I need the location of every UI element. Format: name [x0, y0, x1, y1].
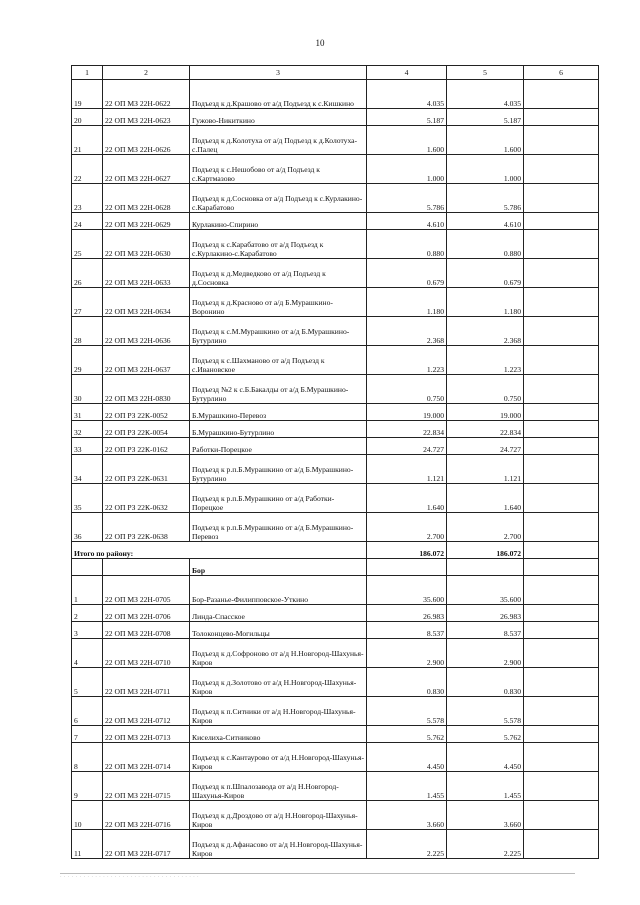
extra-value [524, 484, 599, 513]
extra-value [524, 421, 599, 438]
extra-value [524, 830, 599, 859]
row-number: 6 [72, 697, 103, 726]
table-row [72, 513, 599, 542]
row-number: 24 [72, 213, 103, 230]
length-regional: 2.225 [447, 830, 524, 859]
extra-value [524, 622, 599, 639]
table-row [72, 438, 599, 455]
extra-value [524, 346, 599, 375]
length-total: 4.035 [367, 80, 447, 109]
road-name: Линда-Спасское [190, 605, 367, 622]
table-row [72, 484, 599, 513]
section-empty-cell [367, 559, 447, 576]
length-total: 1.640 [367, 484, 447, 513]
length-regional: 1.121 [447, 455, 524, 484]
subtotal-total: 186.072 [367, 542, 447, 559]
length-total: 5.187 [367, 109, 447, 126]
row-number: 21 [72, 126, 103, 155]
extra-value [524, 513, 599, 542]
table-row [72, 317, 599, 346]
row-number: 4 [72, 639, 103, 668]
road-name: Подъезд к д.Колотуха от а/д Подъезд к д.Колотуха-с.Палец [190, 126, 367, 155]
table-row [72, 288, 599, 317]
length-regional: 1.180 [447, 288, 524, 317]
header-cell: 4 [367, 66, 447, 80]
extra-value [524, 743, 599, 772]
table-row [72, 213, 599, 230]
length-regional: 5.762 [447, 726, 524, 743]
row-number: 9 [72, 772, 103, 801]
length-regional: 4.035 [447, 80, 524, 109]
extra-value [524, 230, 599, 259]
table-row [72, 830, 599, 859]
extra-value [524, 259, 599, 288]
subtotal-label: Итого по району: [72, 542, 367, 559]
table-row [72, 126, 599, 155]
section-title: Бор [190, 559, 367, 576]
extra-value [524, 697, 599, 726]
table-row [72, 230, 599, 259]
section-empty-cell [447, 559, 524, 576]
road-name: Бор-Разанье-Филипповское-Уткино [190, 576, 367, 605]
extra-value [524, 455, 599, 484]
extra-value [524, 375, 599, 404]
table-row [72, 605, 599, 622]
extra-value [524, 668, 599, 697]
length-total: 1.455 [367, 772, 447, 801]
table-row [72, 259, 599, 288]
road-code: 22 ОП МЗ 22Н-0633 [103, 259, 190, 288]
length-total: 4.610 [367, 213, 447, 230]
footer-rule [60, 873, 575, 874]
length-total: 1.000 [367, 155, 447, 184]
row-number: 35 [72, 484, 103, 513]
extra-value [524, 155, 599, 184]
footer-faint-print: · · · · · · · · · · · · · · · · · · · · · · · · · · · · · · · · · · · · [60, 875, 200, 880]
road-code: 22 ОП МЗ 22Н-0706 [103, 605, 190, 622]
road-code: 22 ОП МЗ 22Н-0714 [103, 743, 190, 772]
road-code: 22 ОП МЗ 22Н-0710 [103, 639, 190, 668]
road-name: Подъезд к д.Красново от а/д Б.Мурашкино-Воронино [190, 288, 367, 317]
road-code: 22 ОП РЗ 22К-0638 [103, 513, 190, 542]
header-cell: 2 [103, 66, 190, 80]
road-name: Подъезд к р.п.Б.Мурашкино от а/д Работки-Порецкое [190, 484, 367, 513]
length-total: 0.679 [367, 259, 447, 288]
length-total: 2.700 [367, 513, 447, 542]
road-code: 22 ОП МЗ 22Н-0628 [103, 184, 190, 213]
length-total: 35.600 [367, 576, 447, 605]
extra-value [524, 109, 599, 126]
table-row [72, 622, 599, 639]
row-number: 30 [72, 375, 103, 404]
table-row [72, 421, 599, 438]
header-row [72, 66, 599, 80]
length-regional: 35.600 [447, 576, 524, 605]
length-total: 1.180 [367, 288, 447, 317]
road-name: Подъезд к д.Софроново от а/д Н.Новгород-Шахунья-Киров [190, 639, 367, 668]
table-row [72, 801, 599, 830]
table-row [72, 375, 599, 404]
roads-table [71, 65, 599, 859]
road-name: Подъезд к с.Кантаурово от а/д Н.Новгород-Шахунья-Киров [190, 743, 367, 772]
row-number: 33 [72, 438, 103, 455]
row-number: 36 [72, 513, 103, 542]
length-regional: 26.983 [447, 605, 524, 622]
road-name: Курлакино-Спирино [190, 213, 367, 230]
road-code: 22 ОП МЗ 22Н-0713 [103, 726, 190, 743]
road-name: Толоконцево-Могильцы [190, 622, 367, 639]
road-name: Подъезд к с.М.Мурашкино от а/д Б.Мурашкино-Бутурлино [190, 317, 367, 346]
road-code: 22 ОП МЗ 22Н-0627 [103, 155, 190, 184]
table-row [72, 772, 599, 801]
road-name: Подъезд к с.Карабатово от а/д Подъезд к с.Курлакино-с.Карабатово [190, 230, 367, 259]
road-name: Подъезд к д.Дроздово от а/д Н.Новгород-Шахунья-Киров [190, 801, 367, 830]
row-number: 23 [72, 184, 103, 213]
length-total: 22.834 [367, 421, 447, 438]
extra-value [524, 184, 599, 213]
table-row [72, 346, 599, 375]
road-name: Подъезд к д.Золотово от а/д Н.Новгород-Шахунья-Киров [190, 668, 367, 697]
length-regional: 19.000 [447, 404, 524, 421]
table-row [72, 743, 599, 772]
road-code: 22 ОП МЗ 22Н-0630 [103, 230, 190, 259]
length-regional: 0.830 [447, 668, 524, 697]
row-number: 1 [72, 576, 103, 605]
road-code: 22 ОП РЗ 22К-0631 [103, 455, 190, 484]
extra-value [524, 801, 599, 830]
road-name: Подъезд к с.Нешобово от а/д Подъезд к с.Картмазово [190, 155, 367, 184]
road-name: Подъезд №2 к с.Б.Бакалды от а/д Б.Мурашкино-Бутурлино [190, 375, 367, 404]
length-total: 19.000 [367, 404, 447, 421]
row-number: 8 [72, 743, 103, 772]
extra-value [524, 772, 599, 801]
road-code: 22 ОП МЗ 22Н-0705 [103, 576, 190, 605]
length-regional: 22.834 [447, 421, 524, 438]
table-row [72, 109, 599, 126]
road-name: Подъезд к р.п.Б.Мурашкино от а/д Б.Мурашкино-Перевоз [190, 513, 367, 542]
section-empty-cell [524, 559, 599, 576]
length-regional: 24.727 [447, 438, 524, 455]
length-regional: 5.187 [447, 109, 524, 126]
row-number: 26 [72, 259, 103, 288]
table-row [72, 155, 599, 184]
row-number: 10 [72, 801, 103, 830]
row-number: 29 [72, 346, 103, 375]
length-total: 8.537 [367, 622, 447, 639]
road-name: Киселиха-Ситниково [190, 726, 367, 743]
extra-value [524, 317, 599, 346]
road-code: 22 ОП МЗ 22Н-0636 [103, 317, 190, 346]
row-number: 19 [72, 80, 103, 109]
length-total: 5.762 [367, 726, 447, 743]
header-cell: 3 [190, 66, 367, 80]
subtotal-regional: 186.072 [447, 542, 524, 559]
table-row [72, 697, 599, 726]
road-code: 22 ОП РЗ 22К-0162 [103, 438, 190, 455]
length-regional: 0.750 [447, 375, 524, 404]
length-regional: 2.700 [447, 513, 524, 542]
length-regional: 1.455 [447, 772, 524, 801]
page-number: 10 [315, 38, 325, 48]
extra-value [524, 126, 599, 155]
road-name: Подъезд к с.Шахманово от а/д Подъезд к с.Ивановское [190, 346, 367, 375]
header-cell: 6 [524, 66, 599, 80]
road-code: 22 ОП МЗ 22Н-0708 [103, 622, 190, 639]
road-code: 22 ОП МЗ 22Н-0626 [103, 126, 190, 155]
road-code: 22 ОП РЗ 22К-0054 [103, 421, 190, 438]
table-row [72, 668, 599, 697]
length-total: 2.900 [367, 639, 447, 668]
road-code: 22 ОП МЗ 22Н-0623 [103, 109, 190, 126]
road-code: 22 ОП МЗ 22Н-0712 [103, 697, 190, 726]
length-total: 1.600 [367, 126, 447, 155]
road-code: 22 ОП МЗ 22Н-0634 [103, 288, 190, 317]
table-row [72, 726, 599, 743]
length-regional: 1.600 [447, 126, 524, 155]
road-name: Подъезд к п.Ситники от а/д Н.Новгород-Шахунья-Киров [190, 697, 367, 726]
length-regional: 1.640 [447, 484, 524, 513]
row-number: 34 [72, 455, 103, 484]
length-regional: 5.578 [447, 697, 524, 726]
row-number: 28 [72, 317, 103, 346]
extra-value [524, 404, 599, 421]
table-row [72, 639, 599, 668]
road-name: Подъезд к д.Сосновка от а/д Подъезд к с.Курлакино-с.Карабатово [190, 184, 367, 213]
extra-value [524, 605, 599, 622]
table-row [72, 404, 599, 421]
extra-value [524, 213, 599, 230]
extra-value [524, 639, 599, 668]
road-name: Подъезд к д.Крашово от а/д Подъезд к с.Кишкино [190, 80, 367, 109]
length-total: 24.727 [367, 438, 447, 455]
road-code: 22 ОП МЗ 22Н-0629 [103, 213, 190, 230]
road-name: Б.Мурашкино-Бутурлино [190, 421, 367, 438]
road-code: 22 ОП МЗ 22Н-0715 [103, 772, 190, 801]
length-regional: 3.660 [447, 801, 524, 830]
row-number: 2 [72, 605, 103, 622]
subtotal-extra [524, 542, 599, 559]
length-total: 5.578 [367, 697, 447, 726]
header-cell: 1 [72, 66, 103, 80]
row-number: 7 [72, 726, 103, 743]
road-name: Работки-Порецкое [190, 438, 367, 455]
road-code: 22 ОП МЗ 22Н-0637 [103, 346, 190, 375]
length-total: 0.830 [367, 668, 447, 697]
length-regional: 1.223 [447, 346, 524, 375]
road-code: 22 ОП МЗ 22Н-0717 [103, 830, 190, 859]
length-total: 2.368 [367, 317, 447, 346]
row-number: 5 [72, 668, 103, 697]
road-name: Б.Мурашкино-Перевоз [190, 404, 367, 421]
length-regional: 5.786 [447, 184, 524, 213]
length-total: 0.750 [367, 375, 447, 404]
extra-value [524, 576, 599, 605]
table-row [72, 455, 599, 484]
length-regional: 0.880 [447, 230, 524, 259]
length-regional: 2.900 [447, 639, 524, 668]
road-name: Подъезд к п.Шпалозавода от а/д Н.Новгород-Шахунья-Киров [190, 772, 367, 801]
length-regional: 4.450 [447, 743, 524, 772]
road-name: Подъезд к д.Медведково от а/д Подъезд к д.Сосновка [190, 259, 367, 288]
header-cell: 5 [447, 66, 524, 80]
extra-value [524, 288, 599, 317]
section-row [72, 559, 599, 576]
row-number: 20 [72, 109, 103, 126]
row-number: 3 [72, 622, 103, 639]
row-number: 31 [72, 404, 103, 421]
road-name: Подъезд к р.п.Б.Мурашкино от а/д Б.Мурашкино-Бутурлино [190, 455, 367, 484]
table-row [72, 576, 599, 605]
length-total: 0.880 [367, 230, 447, 259]
extra-value [524, 726, 599, 743]
section-empty-cell [103, 559, 190, 576]
length-regional: 4.610 [447, 213, 524, 230]
road-code: 22 ОП МЗ 22Н-0830 [103, 375, 190, 404]
row-number: 11 [72, 830, 103, 859]
length-total: 26.983 [367, 605, 447, 622]
length-regional: 8.537 [447, 622, 524, 639]
row-number: 25 [72, 230, 103, 259]
table-row [72, 184, 599, 213]
length-total: 3.660 [367, 801, 447, 830]
road-name: Подъезд к д.Афанасово от а/д Н.Новгород-Шахунья-Киров [190, 830, 367, 859]
roads-table-body [72, 66, 599, 859]
length-total: 4.450 [367, 743, 447, 772]
length-regional: 2.368 [447, 317, 524, 346]
road-code: 22 ОП МЗ 22Н-0716 [103, 801, 190, 830]
subtotal-row [72, 542, 599, 559]
extra-value [524, 80, 599, 109]
road-code: 22 ОП МЗ 22Н-0622 [103, 80, 190, 109]
table-row [72, 80, 599, 109]
road-name: Гужово-Никиткино [190, 109, 367, 126]
section-empty-cell [72, 559, 103, 576]
row-number: 22 [72, 155, 103, 184]
length-regional: 0.679 [447, 259, 524, 288]
road-code: 22 ОП МЗ 22Н-0711 [103, 668, 190, 697]
road-code: 22 ОП РЗ 22К-0052 [103, 404, 190, 421]
length-total: 2.225 [367, 830, 447, 859]
row-number: 32 [72, 421, 103, 438]
length-regional: 1.000 [447, 155, 524, 184]
road-code: 22 ОП РЗ 22К-0632 [103, 484, 190, 513]
length-total: 1.121 [367, 455, 447, 484]
length-total: 5.786 [367, 184, 447, 213]
extra-value [524, 438, 599, 455]
length-total: 1.223 [367, 346, 447, 375]
row-number: 27 [72, 288, 103, 317]
